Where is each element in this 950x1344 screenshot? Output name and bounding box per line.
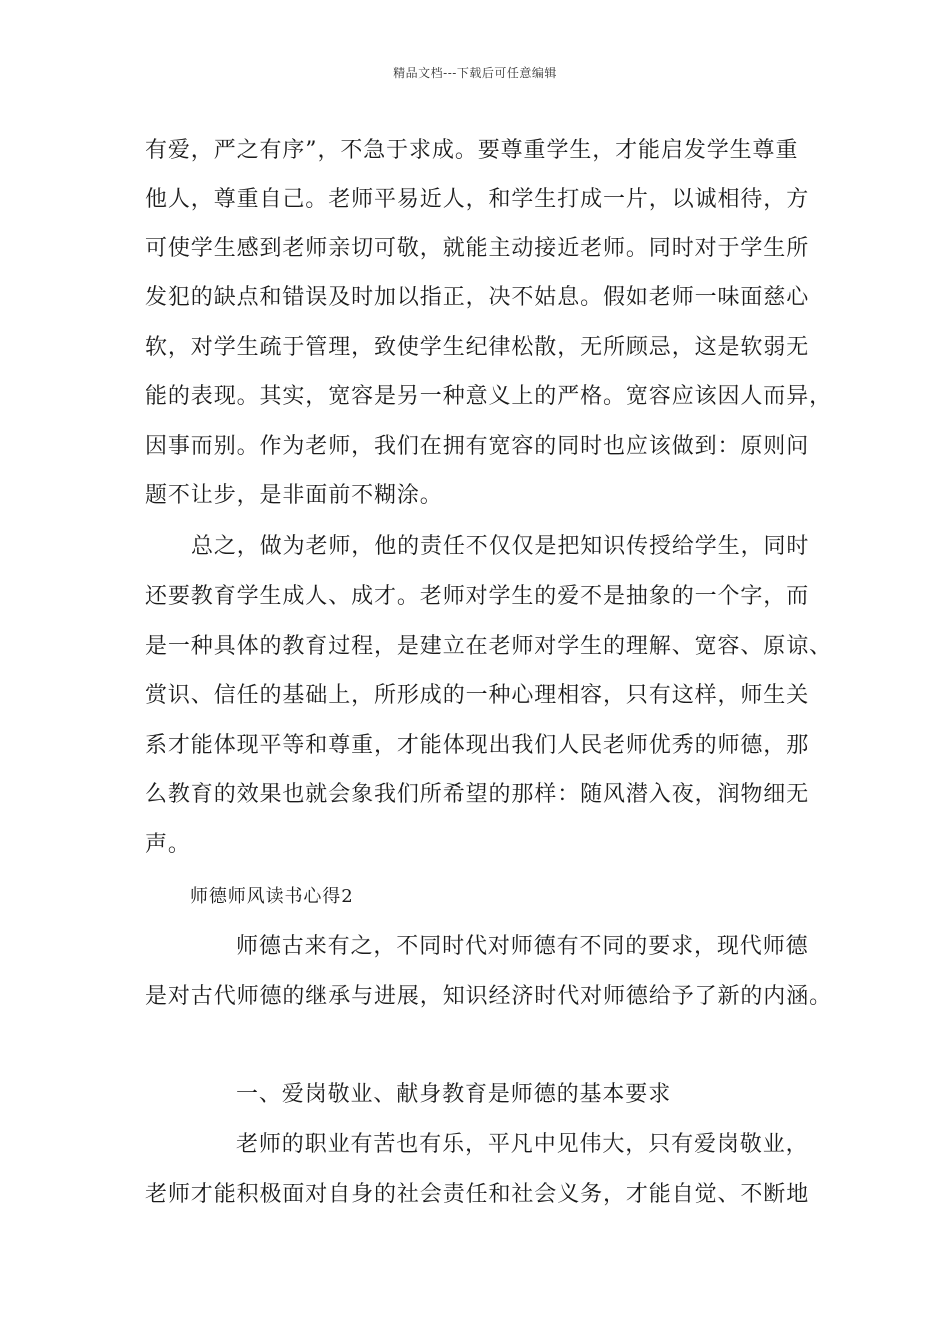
paragraph-line: 发犯的缺点和错误及时加以指正，决不姑息。假如老师一味面慈心 [145, 285, 810, 310]
paragraph-line: 系才能体现平等和尊重，才能体现出我们人民老师优秀的师德，那 [145, 733, 810, 758]
paragraph-line: 师德古来有之，不同时代对师德有不同的要求，现代师德 [236, 934, 809, 959]
paragraph-line: 赏识、信任的基础上，所形成的一种心理相容，只有这样，师生关 [145, 683, 810, 708]
paragraph-line: 么教育的效果也就会象我们所希望的那样：随风潜入夜，润物细无 [145, 782, 810, 807]
paragraph-line: 声。 [145, 832, 191, 857]
paragraph-line: 是对古代师德的继承与进展，知识经济时代对师德给予了新的内涵。 [145, 984, 833, 1009]
paragraph-line: 可使学生感到老师亲切可敬，就能主动接近老师。同时对于学生所 [145, 236, 810, 261]
paragraph-line: 软，对学生疏于管理，致使学生纪律松散，无所顾忌，这是软弱无 [145, 335, 810, 360]
paragraph-line: 还要教育学生成人、成才。老师对学生的爱不是抽象的一个字，而 [145, 584, 810, 609]
section-title: 师德师风读书心得2 [190, 886, 354, 907]
page-header: 精品文档---下载后可任意编辑 [393, 66, 557, 80]
paragraph-line: 总之，做为老师，他的责任不仅仅是把知识传授给学生，同时 [191, 534, 810, 559]
paragraph-line: 他人，尊重自己。老师平易近人，和学生打成一片，以诚相待，方 [145, 187, 810, 212]
paragraph-line: 老师的职业有苦也有乐，平凡中见伟大，只有爱岗敬业， [236, 1132, 809, 1157]
paragraph-line: 因事而别。作为老师，我们在拥有宽容的同时也应该做到：原则问 [145, 434, 810, 459]
paragraph-line: 老师才能积极面对自身的社会责任和社会义务，才能自觉、不断地 [145, 1182, 810, 1207]
paragraph-line: 是一种具体的教育过程，是建立在老师对学生的理解、宽容、原谅、 [145, 634, 833, 659]
paragraph-line: 能的表现。其实，宽容是另一种意义上的严格。宽容应该因人而异， [145, 384, 833, 409]
paragraph-line: 有爱，严之有序”，不急于求成。要尊重学生，才能启发学生尊重 [145, 138, 799, 163]
paragraph-line: 题不让步，是非面前不糊涂。 [145, 483, 443, 508]
subsection-heading: 一、爱岗敬业、献身教育是师德的基本要求 [236, 1082, 672, 1107]
